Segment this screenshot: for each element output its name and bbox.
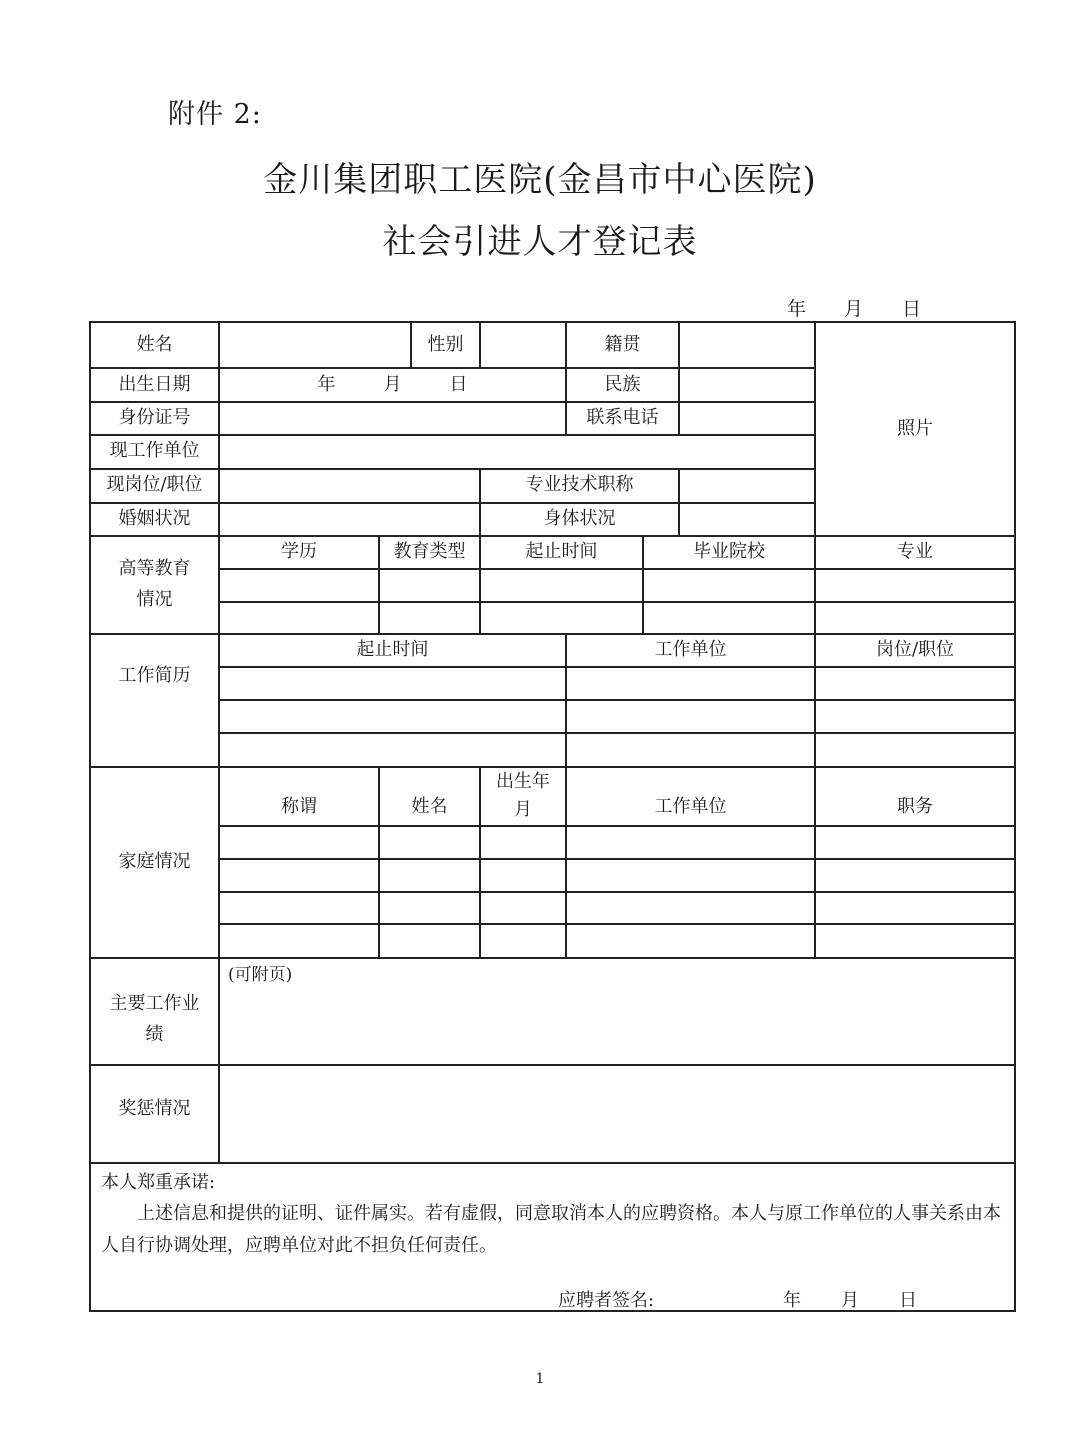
input-current-post[interactable] — [219, 469, 480, 503]
edu-row-2-school[interactable] — [643, 602, 815, 634]
photo-box[interactable] — [815, 322, 1015, 536]
edu-header-major: 专业 — [815, 536, 1015, 569]
pledge-year: 年 — [783, 1289, 801, 1311]
pledge-section — [90, 1163, 1015, 1311]
form-title-line2: 社会引进人才登记表 — [382, 222, 698, 262]
work-row-3-post[interactable] — [815, 733, 1015, 767]
input-marital-status[interactable] — [219, 503, 480, 536]
edu-header-period: 起止时间 — [480, 536, 643, 569]
edu-row-2-period[interactable] — [480, 602, 643, 634]
page-number: 1 — [535, 1371, 545, 1387]
work-row-2-post[interactable] — [815, 700, 1015, 733]
family-row-3-relation[interactable] — [219, 892, 379, 924]
edu-row-2-type[interactable] — [379, 602, 480, 634]
family-row-1-name[interactable] — [379, 826, 480, 859]
input-current-employer[interactable] — [219, 435, 815, 469]
label-current-employer: 现工作单位 — [90, 435, 219, 469]
input-id-number[interactable] — [219, 402, 566, 435]
input-phone[interactable] — [679, 402, 815, 435]
family-row-3-duty[interactable] — [815, 892, 1015, 924]
label-professional-title: 专业技术职称 — [480, 469, 679, 503]
family-header-birth-line2: 月 — [514, 799, 532, 821]
work-row-2-employer[interactable] — [566, 700, 815, 733]
label-marital-status: 婚姻状况 — [90, 503, 219, 536]
edu-row-1-major[interactable] — [815, 569, 1015, 602]
header-date-month: 月 — [844, 298, 864, 320]
family-row-3-birth[interactable] — [480, 892, 566, 924]
work-row-3-period[interactable] — [219, 733, 566, 767]
achievements-note: (可附页) — [228, 964, 293, 985]
birth-month-label: 月 — [383, 373, 402, 395]
pledge-title: 本人郑重承诺: — [101, 1171, 216, 1193]
pledge-day: 日 — [899, 1289, 917, 1311]
work-row-1-period[interactable] — [219, 667, 566, 700]
family-header-employer: 工作单位 — [566, 767, 815, 826]
family-row-4-birth[interactable] — [480, 924, 566, 958]
family-header-birth-line1: 出生年 — [496, 771, 550, 793]
edu-row-2-major[interactable] — [815, 602, 1015, 634]
work-header-post: 岗位/职位 — [815, 634, 1015, 667]
family-header-name: 姓名 — [379, 767, 480, 826]
label-ethnicity: 民族 — [566, 368, 679, 402]
education-label-line2: 情况 — [136, 588, 173, 610]
family-row-2-duty[interactable] — [815, 859, 1015, 892]
achievements-field[interactable] — [219, 958, 1015, 1065]
edu-row-1-type[interactable] — [379, 569, 480, 602]
header-date-year: 年 — [787, 298, 807, 320]
edu-row-1-degree[interactable] — [219, 569, 379, 602]
family-header-relation: 称谓 — [219, 767, 379, 826]
work-row-3-employer[interactable] — [566, 733, 815, 767]
family-row-1-employer[interactable] — [566, 826, 815, 859]
family-header-duty: 职务 — [815, 767, 1015, 826]
work-row-1-post[interactable] — [815, 667, 1015, 700]
work-row-2-period[interactable] — [219, 700, 566, 733]
family-row-1-relation[interactable] — [219, 826, 379, 859]
registration-form-table — [89, 321, 1016, 1312]
family-row-3-employer[interactable] — [566, 892, 815, 924]
education-label — [90, 536, 219, 634]
family-row-2-relation[interactable] — [219, 859, 379, 892]
family-row-4-employer[interactable] — [566, 924, 815, 958]
input-native-place[interactable] — [679, 322, 815, 368]
label-id-number: 身份证号 — [90, 402, 219, 435]
family-row-2-birth[interactable] — [480, 859, 566, 892]
achievements-label-line1: 主要工作业 — [109, 992, 200, 1014]
family-row-4-duty[interactable] — [815, 924, 1015, 958]
family-label: 家庭情况 — [90, 767, 219, 958]
birth-day-label: 日 — [449, 373, 468, 395]
family-row-3-name[interactable] — [379, 892, 480, 924]
label-gender: 性别 — [411, 322, 480, 368]
family-header-birth — [480, 767, 566, 826]
input-gender[interactable] — [480, 322, 566, 368]
form-title-line1: 金川集团职工医院(金昌市中心医院) — [263, 160, 817, 200]
attachment-label: 附件 2: — [168, 99, 262, 130]
achievements-label-line2: 绩 — [145, 1024, 164, 1046]
label-phone: 联系电话 — [566, 402, 679, 435]
edu-header-degree: 学历 — [219, 536, 379, 569]
label-health-status: 身体状况 — [480, 503, 679, 536]
input-name[interactable] — [219, 322, 411, 368]
family-row-1-birth[interactable] — [480, 826, 566, 859]
work-header-period: 起止时间 — [219, 634, 566, 667]
birth-year-label: 年 — [317, 373, 336, 395]
work-label: 工作简历 — [90, 634, 219, 767]
achievements-label — [90, 958, 219, 1065]
input-ethnicity[interactable] — [679, 368, 815, 402]
family-row-2-employer[interactable] — [566, 859, 815, 892]
family-row-1-duty[interactable] — [815, 826, 1015, 859]
pledge-month: 月 — [841, 1289, 859, 1311]
label-birth-date: 出生日期 — [90, 368, 219, 402]
photo-label: 照片 — [897, 417, 933, 439]
input-health-status[interactable] — [679, 503, 815, 536]
header-date-day: 日 — [902, 298, 922, 320]
work-row-1-employer[interactable] — [566, 667, 815, 700]
pledge-body: 上述信息和提供的证明、证件属实。若有虚假，同意取消本人的应聘资格。本人与原工作单位的人事关系由本人自行协调处理，应聘单位对此不担负任何责任。 — [101, 1202, 1001, 1256]
rewards-label: 奖惩情况 — [90, 1065, 219, 1163]
family-row-2-name[interactable] — [379, 859, 480, 892]
education-label-line1: 高等教育 — [118, 558, 191, 579]
edu-header-school: 毕业院校 — [643, 536, 815, 569]
label-current-post: 现岗位/职位 — [90, 469, 219, 503]
label-native-place: 籍贯 — [566, 322, 679, 368]
edu-row-2-degree[interactable] — [219, 602, 379, 634]
input-professional-title[interactable] — [679, 469, 815, 503]
work-header-employer: 工作单位 — [566, 634, 815, 667]
edu-row-1-period[interactable] — [480, 569, 643, 602]
label-name: 姓名 — [90, 322, 219, 368]
input-birth-date[interactable] — [219, 368, 566, 402]
signature-label: 应聘者签名: — [558, 1289, 655, 1311]
family-row-4-relation[interactable] — [219, 924, 379, 958]
edu-row-1-school[interactable] — [643, 569, 815, 602]
edu-header-type: 教育类型 — [379, 536, 480, 569]
family-row-4-name[interactable] — [379, 924, 480, 958]
rewards-field[interactable] — [219, 1065, 1015, 1163]
